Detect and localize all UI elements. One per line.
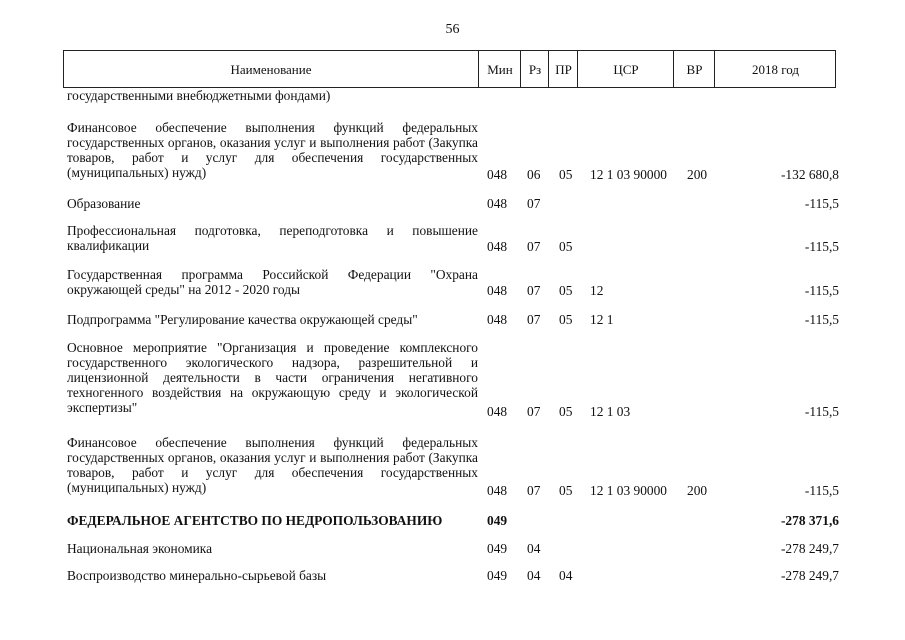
row-min: 048 [487,239,508,254]
row-rz: 06 [527,167,541,182]
row-amount: -278 371,6 [780,513,839,528]
row-rz: 07 [527,283,541,298]
page-number: 56 [445,22,460,37]
row-name: Образование [67,196,141,211]
row-pr: 05 [559,483,573,498]
row-min: 048 [487,167,508,182]
row-csr: 12 1 03 90000 [590,167,667,182]
column-header-name: Наименование [230,61,312,77]
row-pr: 05 [559,239,573,254]
row-name: Подпрограмма "Регулирование качества окружающей среды" [67,312,418,327]
row-min: 048 [487,404,508,419]
row-min: 048 [487,283,508,298]
column-header-year: 2018 год [714,51,836,87]
row-csr: 12 1 03 90000 [590,483,667,498]
row-csr: 12 1 03 [590,404,631,419]
row-name: Финансовое обеспечение выполнения функций федеральных государственных органов, оказания услуг и выполнения работ (Закупка товаров, работ и услуг для обеспечения государственных (муниципальных) нужд) [67,120,478,180]
row-amount: -115,5 [804,239,839,254]
row-rz: 07 [527,196,541,211]
row-pr: 05 [559,312,573,327]
row-amount: -115,5 [804,283,839,298]
row-min: 048 [487,196,508,211]
continued-text: государственными внебюджетными фондами) [67,88,331,103]
row-pr: 04 [559,568,573,583]
row-csr: 12 1 [590,312,614,327]
row-min: 048 [487,312,508,327]
row-rz: 07 [527,239,541,254]
row-amount: -278 249,7 [780,541,839,556]
row-min: 049 [487,513,508,528]
row-name: Профессиональная подготовка, переподготовка и повышение квалификации [67,223,478,253]
row-name: ФЕДЕРАЛЬНОЕ АГЕНТСТВО ПО НЕДРОПОЛЬЗОВАНИЮ [67,513,443,528]
row-amount: -115,5 [804,483,839,498]
column-header-min: Мин [478,51,521,87]
row-rz: 07 [527,404,541,419]
row-min: 049 [487,541,508,556]
row-min: 049 [487,568,508,583]
row-amount: -278 249,7 [780,568,839,583]
column-header-csr: ЦСР [577,51,674,87]
row-name: Государственная программа Российской Федерации "Охрана окружающей среды" на 2012 - 2020 годы [67,267,478,297]
row-min: 048 [487,483,508,498]
column-header-pr: ПР [548,51,578,87]
row-rz: 04 [527,541,541,556]
row-name: Национальная экономика [67,541,213,556]
row-pr: 05 [559,404,573,419]
row-amount: -115,5 [804,196,839,211]
row-amount: -115,5 [804,404,839,419]
row-csr: 12 [590,283,604,298]
row-vr: 200 [687,167,708,182]
column-header-rz: Рз [520,51,549,87]
row-rz: 07 [527,483,541,498]
table-header [63,50,836,88]
row-amount: -115,5 [804,312,839,327]
row-amount: -132 680,8 [780,167,839,182]
row-name: Финансовое обеспечение выполнения функций федеральных государственных органов, оказания услуг и выполнения работ (Закупка товаров, работ и услуг для обеспечения государственных (муниципальных) нужд) [67,435,478,495]
row-rz: 07 [527,312,541,327]
row-rz: 04 [527,568,541,583]
column-header-vr: ВР [673,51,715,87]
row-pr: 05 [559,283,573,298]
row-vr: 200 [687,483,708,498]
row-name: Воспроизводство минерально-сырьевой базы [67,568,327,583]
row-name: Основное мероприятие "Организация и проведение комплексного государственного экологического надзора, разрешительной и лицензионной деятельности в части ограничения негативного техногенного воздействия на окружающую среду и экологической экспертизы" [67,340,478,415]
row-pr: 05 [559,167,573,182]
